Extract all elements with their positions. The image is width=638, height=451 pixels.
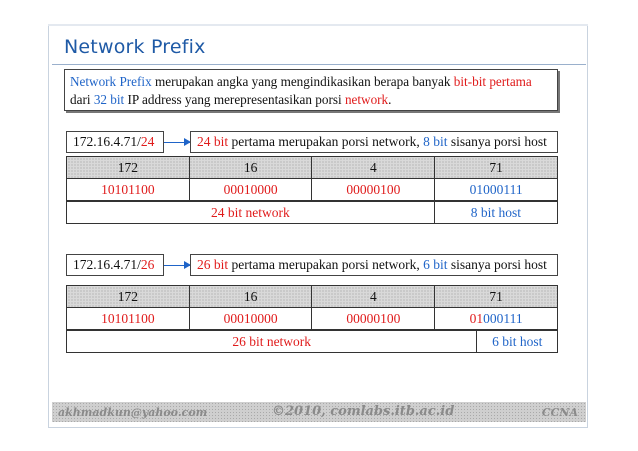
footer-email: akhmadkun@yahoo.com [58, 406, 208, 419]
host-bits-2: 6 bit [423, 257, 448, 272]
network-portion-label: 24 bit network [67, 202, 435, 224]
prefix-description-2 [190, 254, 558, 276]
octet-binary: 00000100 [312, 179, 435, 201]
ip-address-2: 172.16.4.71/ [73, 257, 141, 272]
network-bits-2: 26 bit [197, 257, 229, 272]
ip-address-box-1 [66, 131, 164, 153]
ip-address-1: 172.16.4.71/ [73, 134, 141, 149]
bit-table-1 [66, 156, 558, 201]
bit-table-2 [66, 285, 558, 330]
desc-end-2: sisanya porsi host [447, 257, 547, 272]
desc-end-1: sisanya porsi host [447, 134, 547, 149]
octet-binary: 00010000 [189, 179, 312, 201]
arrow-right-icon [164, 265, 190, 266]
table-row [67, 202, 558, 224]
host-bits-1: 8 bit [423, 134, 448, 149]
octet-binary: 00000100 [312, 308, 435, 330]
octet-binary: 00010000 [189, 308, 312, 330]
prefix-description-1 [190, 131, 558, 153]
definition-text-1: merupakan angka yang mengindikasikan berapa banyak [151, 74, 454, 89]
octet-decimal: 16 [189, 157, 312, 179]
prefix-length-2: 26 [140, 257, 155, 272]
term-network-prefix: Network Prefix [70, 74, 152, 89]
slide-title: Network Prefix [64, 36, 206, 58]
network-portion-label: 26 bit network [67, 331, 477, 353]
octet-decimal: 4 [312, 157, 435, 179]
octet-binary-split [435, 308, 558, 330]
split-table-1 [66, 201, 558, 224]
split-table-2 [66, 330, 558, 353]
octet-binary: 10101100 [67, 308, 190, 330]
definition-text-2: dari [70, 92, 94, 107]
table-row [67, 308, 558, 330]
octet-decimal: 172 [67, 157, 190, 179]
footer-ccna: CCNA [541, 406, 578, 419]
host-portion-label: 8 bit host [434, 202, 557, 224]
term-32-bit: 32 bit [93, 92, 125, 107]
ip-address-box-2 [66, 254, 164, 276]
term-first-bits: bit-bit pertama [453, 74, 532, 89]
term-network: network [344, 92, 389, 107]
octet-decimal: 172 [67, 286, 190, 308]
desc-mid-2: pertama merupakan porsi network, [228, 257, 424, 272]
arrow-right-icon [164, 142, 190, 143]
table-row [67, 286, 558, 308]
prefix-length-1: 24 [140, 134, 155, 149]
table-row [67, 179, 558, 201]
table-row [67, 157, 558, 179]
desc-mid-1: pertama merupakan porsi network, [228, 134, 424, 149]
definition-text-4: . [388, 92, 392, 107]
definition-text-3: IP address yang merepresentasikan porsi [124, 92, 345, 107]
octet-decimal: 71 [435, 157, 558, 179]
host-portion-label: 6 bit host [477, 331, 558, 353]
octet-binary: 10101100 [67, 179, 190, 201]
octet-decimal: 4 [312, 286, 435, 308]
table-row [67, 331, 558, 353]
octet-decimal: 16 [189, 286, 312, 308]
definition-box [64, 69, 558, 111]
top-accent [48, 24, 588, 26]
octet-decimal: 71 [435, 286, 558, 308]
last-octet-host-bits: 000111 [483, 310, 523, 326]
octet-binary: 01000111 [435, 179, 558, 201]
title-underline [52, 64, 586, 65]
footer-copyright: ©2010, comlabs.itb.ac.id [272, 404, 455, 419]
network-bits-1: 24 bit [197, 134, 229, 149]
last-octet-network-bits: 01 [469, 310, 484, 326]
footer-bar [52, 402, 586, 422]
